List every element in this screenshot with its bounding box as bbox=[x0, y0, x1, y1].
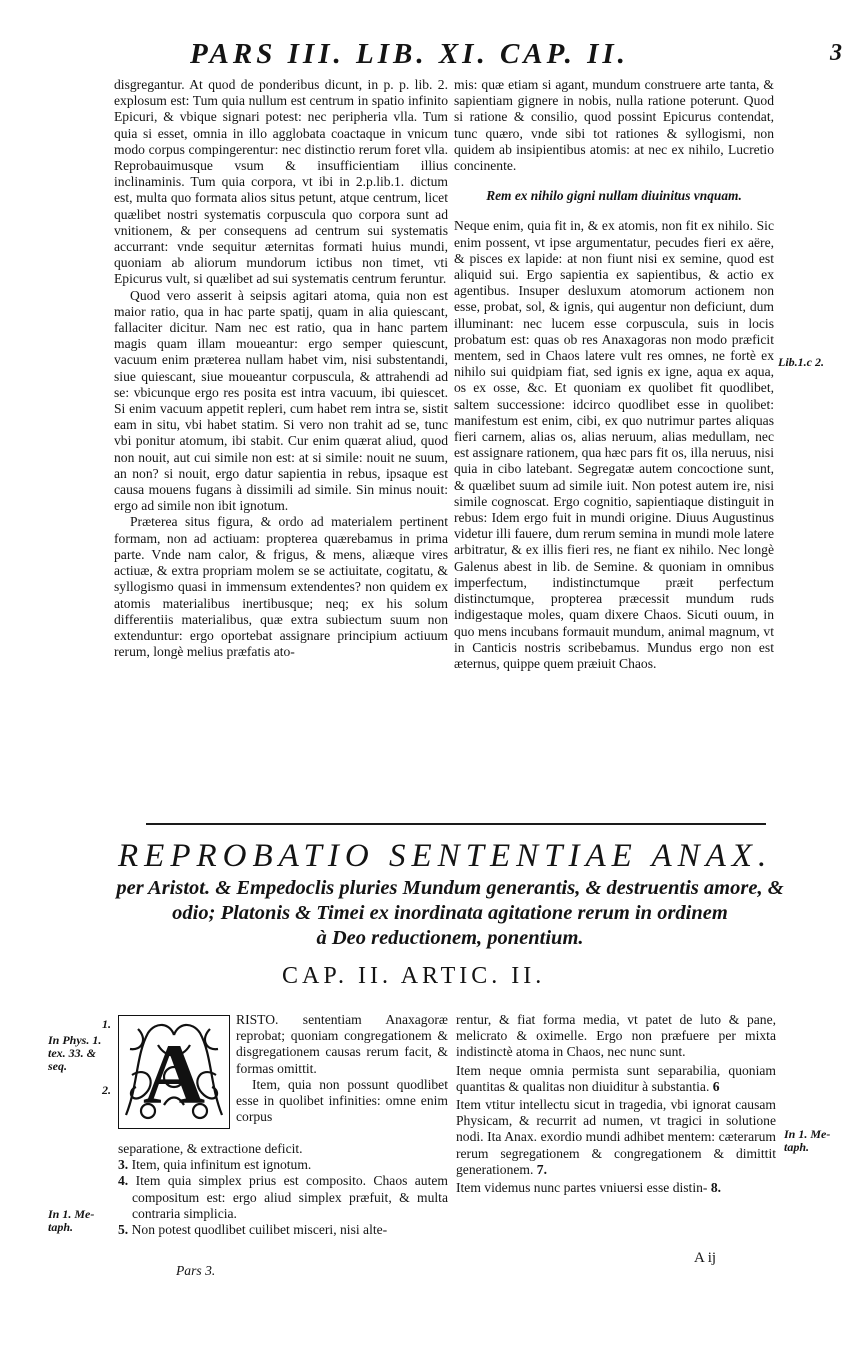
list-item: 5. Non potest quodlibet cuilibet misceri, nisi alte- bbox=[118, 1222, 388, 1238]
list-item: separatione, & extractione deficit. bbox=[118, 1141, 303, 1156]
chapter-heading: CAP. II. ARTIC. II. bbox=[282, 963, 546, 989]
right-column-top bbox=[454, 77, 774, 672]
paragraph: RISTO. sententiam Anaxagoræ reprobat; quoniam congregationem & disgregationem causas rerum facit, & formas omittit. bbox=[236, 1012, 448, 1076]
paragraph: Præterea situs figura, & ordo ad materialem pertinent formam, non ad actiuam: propterea quærebamus in prima parte. Vnde nam calor, & frigus, & mens, aliæque vires actiuæ, & extra propriam molem se se actiuitate, cogitatu, & syllogismo quasi in immensum extendentes? non quidem ex atomis materialibus inertibusque; neq; ex his solum differentiis materialibus, quæ extra subiectum suum non extenduntur: ergo oportebat assignare principium actiuum rerum, longè melius præfatis ato- bbox=[114, 514, 448, 660]
margin-reference: Lib.1.c 2. bbox=[778, 355, 824, 369]
paragraph: disgregantur. At quod de ponderibus dicunt, in p. p. lib. 2. explosum est: Tum quia nullum est centrum in spatio infinito Epicuri, & vbique signari potest: nec peripheria vlla. Tum quia si esset, omnia in illo agglobata coactaque in vnicum modo corpus compingerentur: nec distinctio rerum foret vlla. Reprobauimusque vsum & insufficientiam illius inclinaminis. Tum quia corpora, vt ibi in 2.p.lib.1. dictum est, multa quo formata alios situs petunt, atque centrum, licet quælibet nostri systematis corpuscula quo corpora sunt ad vnitionem, & per consequens ad centrum sui systematis accurrant: vnde sequitur æternitas formati huius mundi, quoniam ab aliorum mundorum ictibus non timet, vti Epicurus vult, si quælibet ad sui systematis centrum feruntur. bbox=[114, 77, 448, 287]
list-item: rentur, & fiat forma media, vt patet de luto & pane, melicrato & oximelle. Ergo non præfuere per mixta indistinctè atoma in Chaos, nec nunc sunt. bbox=[456, 1012, 776, 1060]
margin-reference: In Phys. 1. tex. 33. & seq. bbox=[48, 1033, 102, 1073]
paragraph: Item, quia non possunt quodlibet esse in quolibet infinities: omne enim corpus bbox=[236, 1076, 448, 1125]
section-title: REPROBATIO SENTENTIAE ANAX. bbox=[118, 838, 773, 874]
signature-mark: Pars 3. bbox=[176, 1263, 216, 1278]
paragraph: Neque enim, quia fit in, & ex atomis, non fit ex nihilo. Sic enim possent, vt ipse argumentatur, pecudes fieri ex aëre, & pisces ex lapide: at non fiunt nisi ex semine, quod est aliquid sui. Ergo sapientia ex sapientibus, & actio ex agentibus. Insuper desluxum atomorum actionem non esse, probat, sol, & ignis, qui augentur non deficiunt, dum illuminant: nec lucem esse corpuscula, suis in locis probatum est: quas ob res Anaxagoras non modo præficit mentem, sed in Chaos latere vult res omnes, ne fortè ex nihilo sui quidpiam fiat, sed ignis ex igne, aqua ex aqua, os ex osse, &c. Et quoniam ex quolibet fit quodlibet, saltem successione: idcirco quodlibet esse in quolibet: manifestum est enim, cibi, ex quo nutrimur partes aliquas fieri carnem, alias os, alias neruum, alias medullam, nec est assignare rationem, qua hæc pars fit os, illa neruus, nisi quia in cibo latebant. Segregatæ autem concoctione sunt, & quælibet suum ad simile iuit. Non potest autem ire, nisi simile cognoscat. Ergo cognitio, sapientiaque distinguit in rebus: Idem ergo fuit in mundi origine. Diuus Augustinus videtur illi fauere, dum rerum semina in mundi mole latere arbitratur, & ex illis fieri res, ne fiant ex nihilo. Nec longè Galenus abest in lib. de Semine. & quoniam in omnibus imperfectum, indistinctumque præit perfectum distinctumque, propterea præcessit mundum ruds indigestaque moles, quam dixere Chaos. Sicuti ouum, in quo mens incubans formauit mundum, animal magnum, vt in Canticis nostris scribebamus. Mundus ergo non est æternus, quippe quem præiuit Chaos. bbox=[454, 218, 774, 671]
margin-reference: In 1. Me- taph. bbox=[48, 1207, 95, 1234]
left-column-top bbox=[114, 77, 448, 660]
margin-number: 1. bbox=[102, 1017, 111, 1031]
section-subtitle-line: à Deo reductionem, ponentium. bbox=[316, 927, 584, 949]
list-item: 4. Item quia simplex prius est composito. Chaos autem compositum est: ergo aliud simplex præfuit, & multa contraria simplicia. bbox=[118, 1173, 448, 1221]
section-subtitle-line: per Aristot. & Empedoclis pluries Mundum generantis, & destruentis amore, & bbox=[116, 877, 784, 899]
decorated-initial bbox=[118, 1015, 230, 1129]
list-item: 3. Item, quia infinitum est ignotum. bbox=[118, 1157, 312, 1173]
paragraph: Quod vero asserit à seipsis agitari atoma, quia non est maior ratio, qua in hac parte spatij, quam in alia quiescant, fallaciter dicitur. Nam nec est ratio, qua in hanc partem magis quam illam moueantur: ergo semper quiescunt, vacuum enim præterea nullam habet vim, nisi substentandi, siue quiescant, siue moueantur corpuscula, & attrahendi ad se: vbicunque ergo res posita est intra vacuum, ibi quiescet. Si enim vacuum appetit repleri, cum habet rem intra se, sistit eam in situ, vbi habet statim. Si vero non trahit ad se, tunc vbi ponitur atomum, ibi stabit. Cur enim quærat aliud, quod non nouit, aut cui simile non est: at si simile: nouit ne suum, an non? si nouit, ergo datur sapientia in rebus, ipsaque est causa mouens fugans à dissimili ad simile. Sin minus nouit: ergo ad simile non ibit ignotum. bbox=[114, 287, 448, 514]
initial-paragraph bbox=[236, 1012, 448, 1125]
list-item: Item vtitur intellectu sicut in tragedia, vbi ignorat causam Physicam, & recurrit ad numen, vt tragici in solutione nodi. Ita Anax. exordio mundi adhibet mentem: cæterarum rerum segregationem & congregationem & dimittit generationem. 7. bbox=[456, 1097, 776, 1177]
running-head: PARS III. LIB. XI. CAP. II. bbox=[190, 38, 629, 70]
right-column-bottom bbox=[456, 1012, 776, 1196]
floral-initial-ornament bbox=[118, 1015, 230, 1129]
list-item: Item videmus nunc partes vniuersi esse distin- 8. bbox=[456, 1180, 722, 1196]
initial-letter: A bbox=[142, 1026, 206, 1122]
section-subtitle-line: odio; Platonis & Timei ex inordinata agitatione rerum in ordinem bbox=[172, 902, 728, 924]
divider-rule bbox=[146, 823, 766, 825]
margin-reference: In 1. Me- taph. bbox=[784, 1127, 831, 1154]
paragraph: mis: quæ etiam si agant, mundum construere arte tanta, & sapientiam gignere in nobis, nulla ratione poterunt. Quod si ratione & consilio, quod possint Epicurus contendat, tunc quæro, vnde sibi tot rationes & syllogismi, non quidem ab insipientibus atomis: at nec ex nihilo, Lucretio concinente. bbox=[454, 77, 774, 174]
catchword: A ij bbox=[694, 1250, 717, 1266]
lucretius-quote: Rem ex nihilo gigni nullam diuinitus vnquam. bbox=[486, 188, 742, 204]
page-number: 3 bbox=[830, 40, 842, 66]
margin-number: 2. bbox=[102, 1083, 111, 1097]
list-item: Item neque omnia permista sunt separabilia, quoniam quantitas & qualitas non diuiditur à substantia. 6 bbox=[456, 1062, 776, 1094]
left-column-bottom bbox=[118, 1141, 448, 1238]
